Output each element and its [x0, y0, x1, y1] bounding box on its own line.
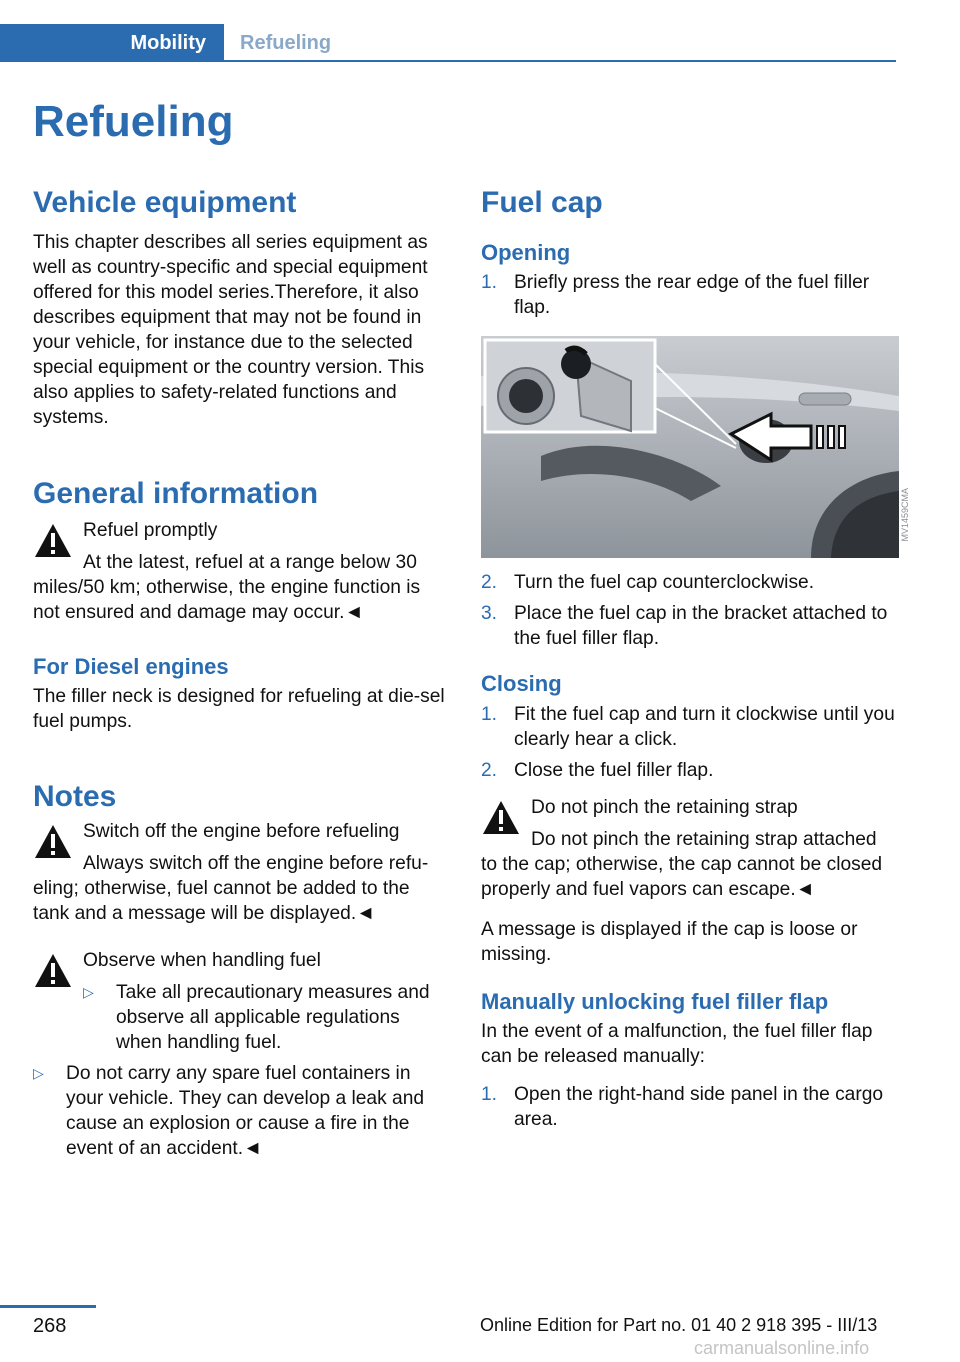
vehicle-equipment-heading: Vehicle equipment [33, 186, 297, 219]
list-item: 1. Fit the fuel cap and turn it clockwise until you clearly hear a click. [481, 704, 895, 750]
manual-unlock-text: In the event of a malfunction, the fuel filler flap can be released manually: [481, 1021, 873, 1067]
manual-unlock-heading: Manually unlocking fuel filler flap [481, 989, 829, 1014]
fuel-cap-heading: Fuel cap [481, 186, 603, 219]
page-number: 268 [33, 1315, 67, 1337]
list-item: ▷ Do not carry any spare fuel containers in your vehicle. They can develop a leak and cause an explosion or cause a fire in the event of an accident.◄ [33, 1063, 425, 1159]
warning-retaining-strap [481, 795, 897, 902]
warning-title: Do not pinch the retaining strap [531, 797, 798, 818]
warning-triangle-icon [33, 522, 73, 560]
header-bar [0, 24, 896, 62]
triangle-bullet-icon: ▷ [33, 1065, 44, 1081]
opening-steps [481, 270, 897, 320]
warning-handling-fuel [33, 948, 449, 1161]
edition-text: Online Edition for Part no. 01 40 2 918 395 - III/13 [480, 1315, 878, 1335]
watermark: carmanualsonline.info [694, 1338, 870, 1358]
fuel-filler-flap-illustration [481, 336, 899, 558]
section-tab-mobility[interactable]: Mobility [0, 24, 224, 62]
list-item: 1. Briefly press the rear edge of the fuel filler flap. [481, 272, 870, 318]
list-item: ▷ Take all precautionary measures and observe all applicable regulations when handling fuel. [83, 982, 430, 1053]
warning-triangle-icon [481, 799, 521, 837]
page-title: Refueling [33, 97, 234, 146]
list-item: 2. Turn the fuel cap counterclockwise. [481, 572, 815, 593]
warning-switch-off-engine [33, 819, 449, 926]
header-divider [224, 60, 896, 62]
vehicle-equipment-text: This chapter describes all series equipment as well as country-specific and special equipment offered for this model series.Therefore, it also describes equipment that may not be found in your vehicle, for instance due to the selected special equipment or the country version. This also applies to safety-related functions and systems. [33, 232, 428, 428]
cap-message-text: A message is displayed if the cap is loose or missing. [481, 919, 858, 965]
section-tab-refueling[interactable]: Refueling [240, 31, 332, 54]
precaution-list-continued [33, 1061, 449, 1161]
warning-text: Do not pinch the retaining strap attached to the cap; otherwise, the cap cannot be closed properly and fuel vapors can escape.◄ [481, 829, 883, 900]
warning-text: Always switch off the engine before refu‐eling; otherwise, fuel cannot be added to the tank and a message will be displayed.◄ [33, 853, 429, 924]
list-item: 3. Place the fuel cap in the bracket attached to the fuel filler flap. [481, 603, 888, 649]
list-item: 2. Close the fuel filler flap. [481, 760, 714, 781]
notes-heading: Notes [33, 780, 117, 813]
triangle-bullet-icon: ▷ [83, 984, 94, 1000]
warning-triangle-icon [33, 952, 73, 990]
opening-heading: Opening [481, 240, 571, 265]
closing-steps [481, 702, 897, 783]
general-information-heading: General information [33, 477, 319, 510]
warning-title: Refuel promptly [83, 520, 218, 541]
warning-title: Observe when handling fuel [83, 950, 321, 971]
car-rear-illustration [481, 336, 899, 558]
image-code: MV1459CMA [900, 488, 910, 542]
footer-divider [0, 1305, 96, 1308]
warning-triangle-icon [33, 823, 73, 861]
precaution-list [83, 980, 449, 1055]
closing-heading: Closing [481, 671, 562, 696]
diesel-engines-heading: For Diesel engines [33, 654, 229, 679]
warning-refuel-promptly [33, 518, 449, 625]
warning-text: At the latest, refuel at a range below 30 miles/50 km; otherwise, the engine function is not ensured and damage may occur.◄ [33, 552, 421, 623]
diesel-engines-text: The filler neck is designed for refueling at die‐sel fuel pumps. [33, 686, 445, 732]
list-item: 1. Open the right-hand side panel in the cargo area. [481, 1084, 884, 1130]
right-column [481, 184, 897, 1132]
manual-unlock-steps [481, 1082, 897, 1132]
opening-steps-continued [481, 570, 897, 651]
left-column [33, 184, 449, 1161]
warning-title: Switch off the engine before refueling [83, 821, 400, 842]
